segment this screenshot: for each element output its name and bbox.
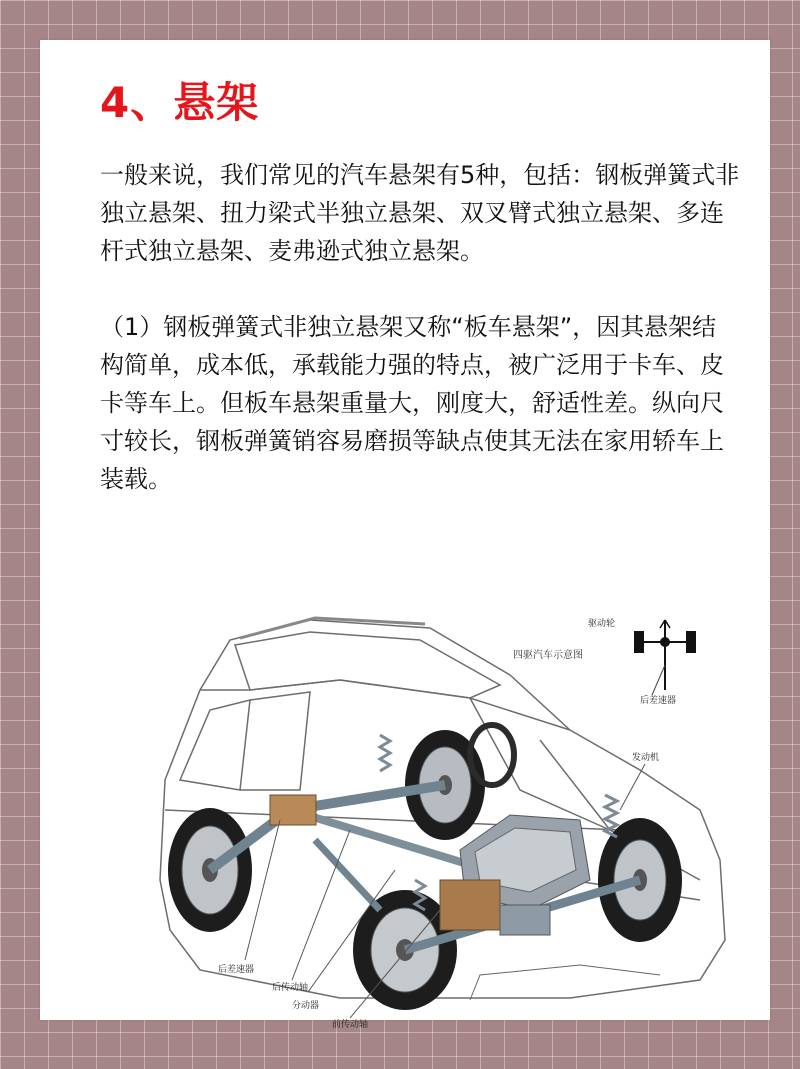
awd-inset bbox=[513, 617, 695, 706]
suspension-diagram bbox=[140, 580, 780, 1030]
label-drive-wheel: 驱动轮 bbox=[588, 619, 616, 629]
inset-title: 四驱汽车示意图 bbox=[513, 650, 583, 661]
label-front-shaft: 前传动轴 bbox=[332, 1020, 369, 1030]
awd-schematic-icon bbox=[635, 620, 695, 690]
intro-paragraph: 一般来说，我们常见的汽车悬架有5种，包括：钢板弹簧式非独立悬架、扭力梁式半独立悬架、双叉臂式独立悬架、多连杆式独立悬架、麦弗逊式独立悬架。 bbox=[100, 161, 740, 265]
label-transfer-case: 分动器 bbox=[292, 1001, 320, 1011]
content-card bbox=[40, 40, 770, 1030]
leaf-spring-paragraph: （1）钢板弹簧式非独立悬架又称“板车悬架”，因其悬架结构简单，成本低，承载能力强的特点，被广泛用于卡车、皮卡等车上。但板车悬架重量大，刚度大，舒适性差。纵向尺寸较长，钢板弹簧销容易磨损等缺点使其无法在家用轿车上装载。 bbox=[100, 313, 724, 493]
page-title: 4、悬架 bbox=[100, 78, 260, 127]
front-grille bbox=[470, 965, 660, 1000]
label-engine: 发动机 bbox=[632, 753, 660, 763]
label-rear-diff: 后差速器 bbox=[218, 965, 255, 975]
label-rear-diff-inset: 后差速器 bbox=[640, 696, 677, 706]
label-rear-shaft: 后传动轴 bbox=[272, 983, 309, 993]
